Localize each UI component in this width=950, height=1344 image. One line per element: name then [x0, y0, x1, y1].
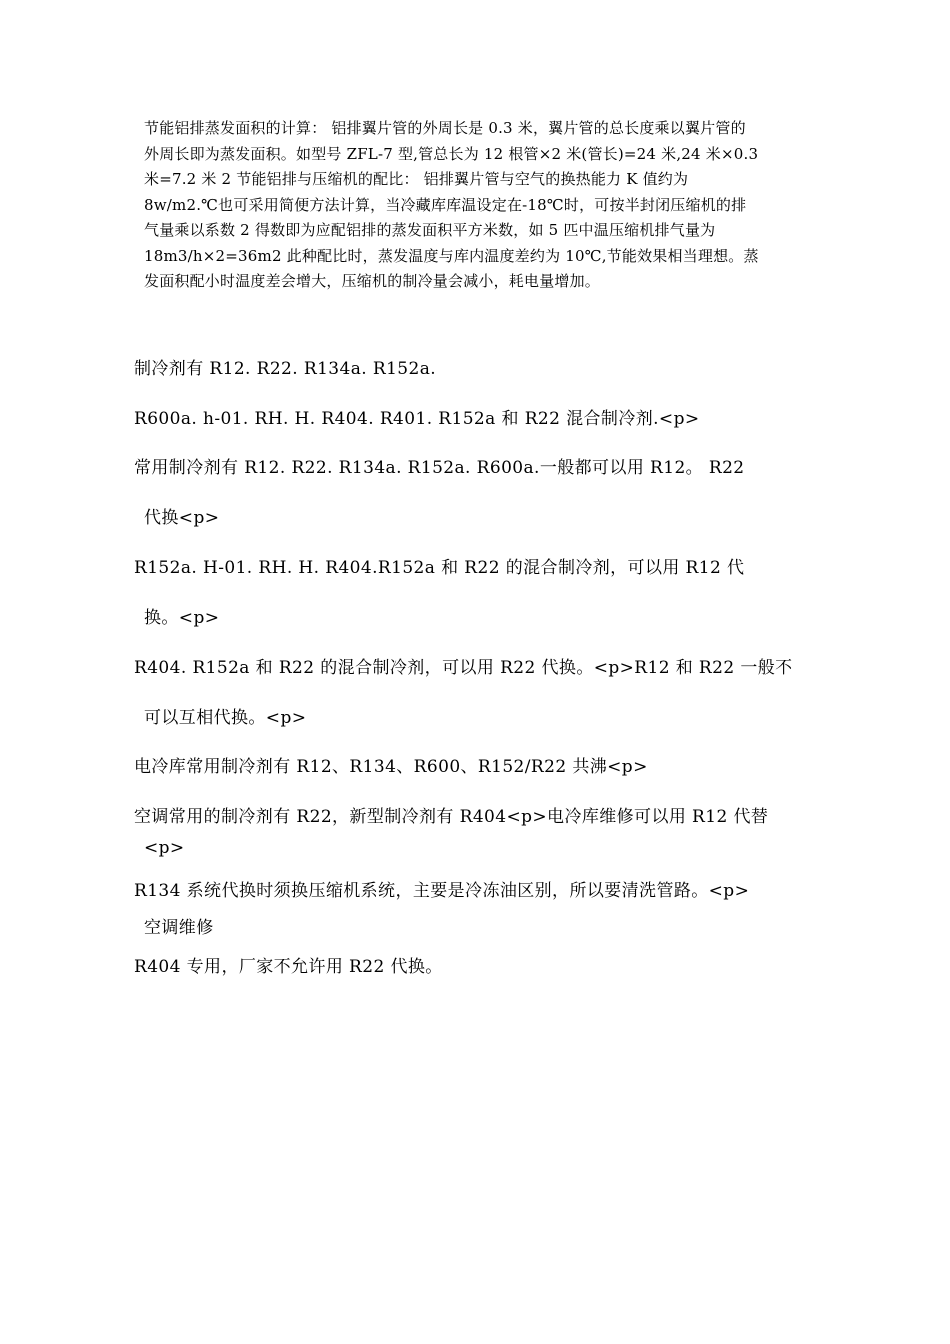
text-line: 制冷剂有 R12. R22. R134a. R152a.: [134, 359, 437, 379]
intro-line: 8w/m2.℃也可采用简便方法计算，当冷藏库库温设定在-18℃时，可按半封闭压缩机的排: [144, 195, 747, 214]
intro-line: 节能铝排蒸发面积的计算： 铝排翼片管的外周长是 0.3 米，翼片管的总长度乘以翼片管的: [144, 119, 746, 137]
intro-line: 发面积配小时温度差会增大，压缩机的制冷量会减小，耗电量增加。: [144, 272, 601, 290]
intro-line: 米=7.2 米 2 节能铝排与压缩机的配比： 铝排翼片管与空气的换热能力 K 值约为: [144, 170, 689, 188]
intro-line: 18m3/h×2=36m2 此种配比时，蒸发温度与库内温度差约为 10℃,节能效果相当理想。蒸: [144, 246, 759, 265]
text-line: R152a. H-01. RH. H. R404.R152a 和 R22 的混合制冷剂，可以用 R12 代: [134, 558, 745, 578]
text-line: 空调常用的制冷剂有 R22，新型制冷剂有 R404<p>电冷库维修可以用 R12 代替: [134, 807, 769, 827]
text-line: 常用制冷剂有 R12. R22. R134a. R152a. R600a.一般都可以用 R12。 R22: [134, 458, 745, 478]
text-line: 可以互相代换。<p>: [144, 708, 307, 728]
intro-paragraph: [144, 116, 812, 295]
text-line: <p>: [144, 838, 185, 858]
intro-line: 气量乘以系数 2 得数即为应配铝排的蒸发面积平方米数，如 5 匹中温压缩机排气量为: [144, 221, 716, 239]
text-line: 代换<p>: [144, 508, 220, 528]
text-line: R134 系统代换时须换压缩机系统，主要是冷冻油区别，所以要清洗管路。<p>: [134, 881, 750, 901]
text-line: R600a. h-01. RH. H. R404. R401. R152a 和 R22 混合制冷剂.<p>: [134, 409, 700, 429]
text-line: 换。<p>: [144, 608, 220, 628]
text-line: 空调维修: [144, 918, 214, 938]
text-line: R404 专用，厂家不允许用 R22 代换。: [134, 957, 443, 977]
text-line: 电冷库常用制冷剂有 R12、R134、R600、R152/R22 共沸<p>: [134, 757, 648, 777]
text-line: R404. R152a 和 R22 的混合制冷剂，可以用 R22 代换。<p>R12 和 R22 一般不: [134, 658, 793, 678]
intro-line: 外周长即为蒸发面积。如型号 ZFL-7 型,管总长为 12 根管×2 米(管长)=24 米,24 米×0.3: [144, 144, 759, 163]
